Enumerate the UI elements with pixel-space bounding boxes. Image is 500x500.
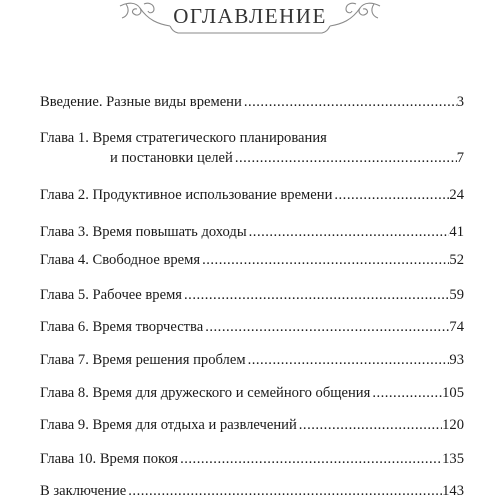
toc-entry-chapter-6 <box>40 317 464 337</box>
toc-entry-page: 59 <box>449 287 464 303</box>
dot-leader <box>297 415 442 435</box>
dot-leader <box>203 317 449 337</box>
toc-entry-chapter-3 <box>40 222 464 242</box>
toc-entry-title: Глава 5. Рабочее время <box>40 287 183 303</box>
dot-leader <box>178 449 442 469</box>
toc-entry-page: 120 <box>442 417 464 433</box>
toc-entry-title: Глава 6. Время творчества <box>40 319 204 335</box>
toc-entry-title: Глава 7. Время решения проблем <box>40 352 246 368</box>
toc-entry-introduction <box>40 92 464 112</box>
toc-entry-title: Глава 4. Свободное время <box>40 252 201 268</box>
toc-entry-title: Глава 10. Время покоя <box>40 451 179 467</box>
toc-entry-page: 93 <box>449 352 464 368</box>
dot-leader <box>332 185 449 205</box>
dot-leader <box>200 250 449 270</box>
dot-leader <box>126 481 442 500</box>
dot-leader <box>370 383 442 403</box>
toc-entry-title: Глава 8. Время для дружеского и семейного общения <box>40 385 371 401</box>
toc-entry-page: 7 <box>456 150 464 166</box>
toc-entry-conclusion <box>40 481 464 500</box>
toc-entry-page: 24 <box>449 187 464 203</box>
dot-leader <box>247 222 450 242</box>
toc-entry-page: 143 <box>442 483 464 499</box>
toc-entry-chapter-4 <box>40 250 464 270</box>
toc-entry-page: 3 <box>456 94 464 110</box>
toc-entry-title: Глава 2. Продуктивное использование времени <box>40 187 333 203</box>
page-header <box>0 0 500 40</box>
toc-entry-page: 105 <box>442 385 464 401</box>
toc-entry-chapter-2 <box>40 185 464 205</box>
toc-entry-chapter-9 <box>40 415 464 435</box>
dot-leader <box>242 92 457 112</box>
toc-entry-chapter-10 <box>40 449 464 469</box>
toc-entry-chapter-1 <box>40 128 464 168</box>
dot-leader <box>233 148 457 168</box>
toc-entry-chapter-8 <box>40 383 464 403</box>
toc-entry-page: 74 <box>449 319 464 335</box>
toc-entry-title: Глава 1. Время стратегического планирования <box>40 130 327 146</box>
toc-entry-page: 52 <box>449 252 464 268</box>
toc-entry-title-continued: и постановки целей <box>110 150 233 166</box>
toc-entry-title: Глава 9. Время для отдыха и развлечений <box>40 417 297 433</box>
toc-entry-chapter-7 <box>40 350 464 370</box>
toc-entry-page: 41 <box>449 224 464 240</box>
toc-entry-chapter-5 <box>40 285 464 305</box>
toc-entry-title: Введение. Разные виды времени <box>40 94 242 110</box>
toc-entry-title: В заключение <box>40 483 127 499</box>
dot-leader <box>182 285 449 305</box>
toc-entry-title: Глава 3. Время повышать доходы <box>40 224 247 240</box>
toc-entry-page: 135 <box>442 451 464 467</box>
page-title: ОГЛАВЛЕНИЕ <box>173 4 327 28</box>
dot-leader <box>246 350 450 370</box>
